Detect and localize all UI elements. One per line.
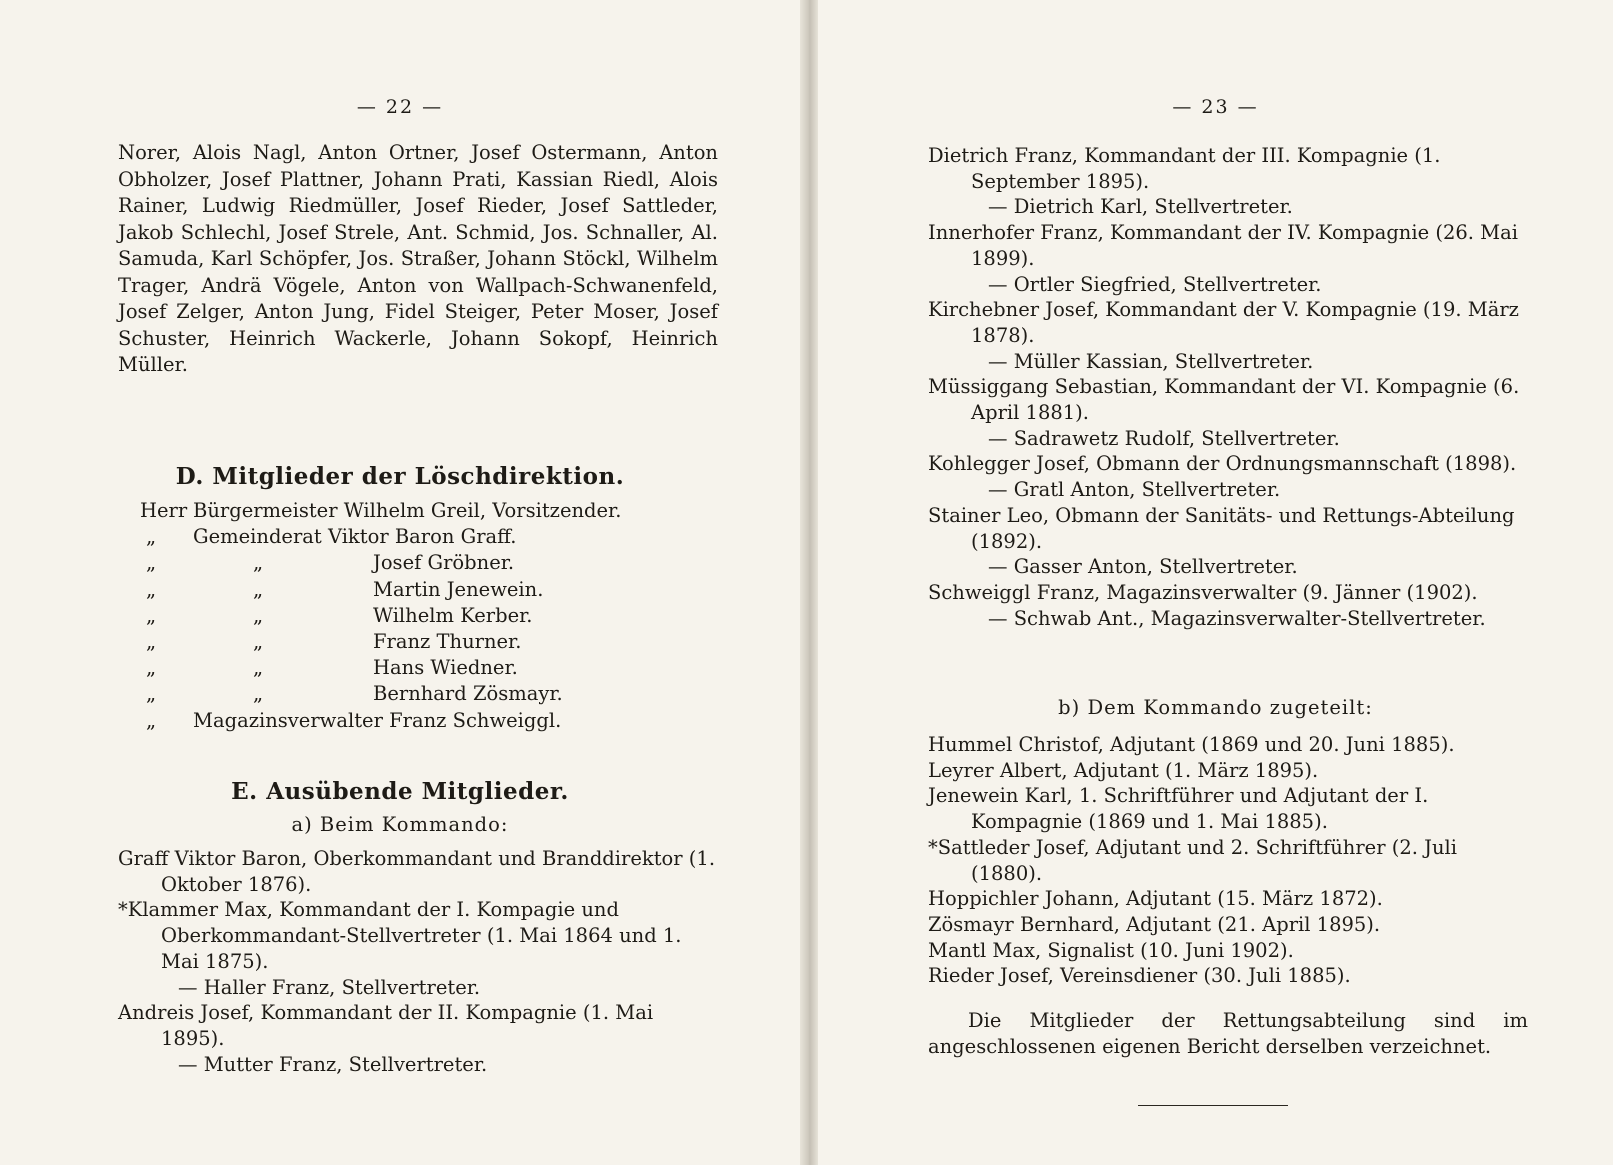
list-item: Zösmayr Bernhard, Adjutant (21. April 1895). bbox=[928, 912, 1381, 936]
ditto-mark: „ bbox=[253, 603, 264, 627]
ditto-mark: „ bbox=[146, 603, 157, 627]
name-cell: Martin Jenewein. bbox=[373, 577, 544, 601]
ditto-mark: „ bbox=[253, 577, 264, 601]
list-item: Rieder Josef, Vereinsdiener (30. Juli 1885). bbox=[928, 964, 1351, 988]
list-item: — Schwab Ant., Magazinsverwalter-Stellvertreter. bbox=[988, 606, 1486, 630]
section-d-heading: D. Mitglieder der Löschdirektion. bbox=[175, 463, 625, 490]
title-cell: Herr bbox=[140, 499, 188, 522]
ditto-mark: „ bbox=[253, 551, 264, 575]
list-item bbox=[140, 655, 621, 681]
list-item bbox=[140, 577, 621, 603]
closing-note: Die Mitglieder der Rettungsabteilung sind im angeschlossenen eigenen Bericht derselben verzeichnet. bbox=[928, 1009, 1528, 1058]
loeschdirektion-list bbox=[140, 498, 621, 734]
list-item: Hoppichler Johann, Adjutant (15. März 1872). bbox=[928, 887, 1383, 911]
ditto-mark: „ bbox=[146, 577, 157, 601]
list-item: Graff Viktor Baron, Oberkommandant und Branddirektor (1. Oktober 1876). bbox=[118, 847, 716, 896]
list-item: — Sadrawetz Rudolf, Stellvertreter. bbox=[988, 426, 1340, 450]
page-22 bbox=[0, 0, 800, 1165]
list-item: Müssiggang Sebastian, Kommandant der VI. Kompagnie (6. April 1881). bbox=[928, 375, 1520, 425]
subsection-b-heading: b) Dem Kommando zugeteilt: bbox=[1058, 696, 1373, 719]
name-cell: Bernhard Zösmayr. bbox=[373, 682, 563, 706]
book-gutter bbox=[800, 0, 818, 1165]
ditto-mark: „ bbox=[146, 682, 157, 706]
name-cell: Magazinsverwalter Franz Schweiggl. bbox=[193, 708, 562, 732]
list-item: — Dietrich Karl, Stellvertreter. bbox=[988, 195, 1293, 219]
list-item bbox=[140, 708, 621, 734]
name-cell: Bürgermeister Wilhelm Greil, Vorsitzender. bbox=[193, 499, 622, 522]
name-cell: Franz Thurner. bbox=[373, 630, 522, 654]
name-cell: Josef Gröbner. bbox=[373, 551, 515, 575]
ditto-mark: „ bbox=[253, 630, 264, 654]
list-item: — Gasser Anton, Stellvertreter. bbox=[988, 555, 1298, 579]
list-item: Leyrer Albert, Adjutant (1. März 1895). bbox=[928, 758, 1319, 782]
list-item bbox=[140, 681, 621, 707]
list-item: *Sattleder Josef, Adjutant und 2. Schriftführer (2. Juli (1880). bbox=[928, 835, 1458, 885]
ditto-mark: „ bbox=[253, 656, 264, 680]
page-number: — 22 — bbox=[356, 96, 444, 118]
list-item: Kohlegger Josef, Obmann der Ordnungsmannschaft (1898). bbox=[928, 452, 1517, 476]
name-cell: Wilhelm Kerber. bbox=[373, 603, 533, 627]
list-item: — Müller Kassian, Stellvertreter. bbox=[988, 349, 1314, 373]
list-item: Jenewein Karl, 1. Schriftführer und Adjutant der I. Kompagnie (1869 und 1. Mai 1885). bbox=[928, 784, 1429, 834]
member-list-continuation: Norer, Alois Nagl, Anton Ortner, Josef Ostermann, Anton Obholzer, Josef Plattner, Johann Prati, Kassian Riedl, Alois Rainer, Ludwig Riedmüller, Josef Rieder, Josef Sattleder, Jakob Schlechl, Josef Strele, Ant. Schmid, Jos. Schnaller, Al. Samuda, Karl Schöpfer, Jos. Straßer, Johann Stöckl, Wilhelm Trager, Andrä Vögele, Anton von Wallpach-Schwanenfeld, Josef Zelger, Anton Jung, Fidel Steiger, Peter Moser, Josef Schuster, Heinrich Wackerle, Johann Sokopf, Heinrich Müller. bbox=[118, 141, 718, 376]
ditto-mark: „ bbox=[146, 656, 157, 680]
list-item bbox=[140, 524, 621, 550]
list-item: — Gratl Anton, Stellvertreter. bbox=[988, 478, 1281, 502]
list-item bbox=[140, 550, 621, 576]
list-item: Stainer Leo, Obmann der Sanitäts- und Rettungs-Abteilung (1892). bbox=[928, 503, 1515, 553]
subsection-a-heading: a) Beim Kommando: bbox=[291, 813, 509, 836]
list-item: Schweiggl Franz, Magazinsverwalter (9. Jänner (1902). bbox=[928, 580, 1478, 604]
zugeteilt-list bbox=[928, 732, 1528, 989]
ditto-mark: „ bbox=[146, 630, 157, 654]
kommando-list-continued bbox=[928, 143, 1528, 631]
list-item bbox=[140, 603, 621, 629]
list-item bbox=[140, 498, 621, 524]
page-23 bbox=[818, 0, 1613, 1165]
ditto-mark: „ bbox=[146, 708, 157, 732]
name-cell: Gemeinderat Viktor Baron Graff. bbox=[193, 525, 517, 549]
list-item: *Klammer Max, Kommandant der I. Kompagie und Oberkommandant-Stellvertreter (1. Mai 1864 und 1. Mai 1875). bbox=[118, 898, 682, 973]
ditto-mark: „ bbox=[146, 525, 157, 549]
list-item: — Mutter Franz, Stellvertreter. bbox=[178, 1052, 488, 1076]
ditto-mark: „ bbox=[146, 551, 157, 575]
ditto-mark: „ bbox=[253, 682, 264, 706]
kommando-list bbox=[118, 846, 718, 1077]
section-e-heading: E. Ausübende Mitglieder. bbox=[231, 778, 569, 805]
list-item: Innerhofer Franz, Kommandant der IV. Kompagnie (26. Mai 1899). bbox=[928, 221, 1518, 270]
list-item: — Haller Franz, Stellvertreter. bbox=[178, 975, 481, 999]
list-item: Andreis Josef, Kommandant der II. Kompagnie (1. Mai 1895). bbox=[118, 1001, 654, 1050]
list-item: Mantl Max, Signalist (10. Juni 1902). bbox=[928, 938, 1294, 962]
list-item: — Ortler Siegfried, Stellvertreter. bbox=[988, 272, 1322, 296]
page-number: — 23 — bbox=[1172, 96, 1259, 118]
list-item: Kirchebner Josef, Kommandant der V. Kompagnie (19. März 1878). bbox=[928, 298, 1519, 347]
name-cell: Hans Wiedner. bbox=[373, 656, 518, 680]
list-item: Dietrich Franz, Kommandant der III. Kompagnie (1. September 1895). bbox=[928, 144, 1441, 193]
list-item bbox=[140, 629, 621, 655]
end-rule bbox=[1138, 1105, 1288, 1106]
list-item: Hummel Christof, Adjutant (1869 und 20. Juni 1885). bbox=[928, 733, 1455, 756]
